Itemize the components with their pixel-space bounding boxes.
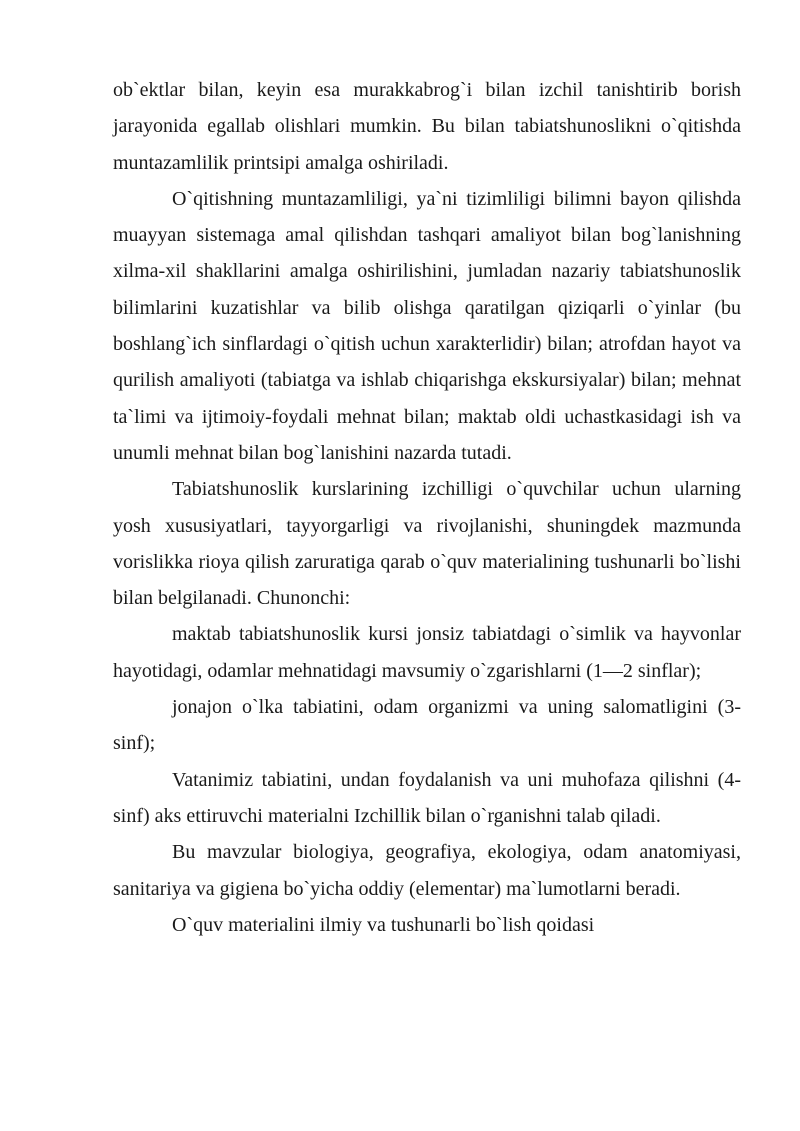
paragraph-continuation: ob`ektlar bilan, keyin esa murakkabrog`i bilan izchil tanishtirib borish jarayonida egallab olishlari mumkin. Bu bilan tabiatshunoslikni o`qitishda muntazamlilik printsipi amalga oshiriladi. [113, 79, 741, 174]
paragraph-grade-3: jonajon o`lka tabiatini, odam organizmi va uning salomatligini (3-sinf); [113, 696, 741, 755]
document-page [113, 72, 741, 943]
paragraph-grade-4: Vatanimiz tabiatini, undan foydalanish va uni muhofaza qilishni (4-sinf) aks ettiruvchi materialni Izchillik bilan o`rganishni talab qiladi. [113, 768, 741, 827]
paragraph-scientific-rule: O`quv materialini ilmiy va tushunarli bo`lish qoidasi [172, 913, 595, 936]
paragraph-systematic-teaching: O`qitishning muntazamliligi, ya`ni tizimliligi bilimni bayon qilishda muayyan sistemaga amal qilishdan tashqari amaliyot bilan bog`lanishning xilma-xil shakllarini amalga oshirilishini, jumladan nazariy tabiatshunoslik bilimlarini kuzatishlar va bilib olishga qaratilgan qiziqarli o`yinlar (bu boshlang`ich sinflardagi o`qitish uchun xarakterlidir) bilan; atrofdan hayot va qurilish amaliyoti (tabiatga va ishlab chiqarishga ekskursiyalar) bilan; mehnat ta`limi va ijtimoiy-foydali mehnat bilan; maktab oldi uchastkasidagi ish va unumli mehnat bilan bog`lanishini nazarda tutadi. [113, 187, 741, 464]
paragraph-subjects: Bu mavzular biologiya, geografiya, ekologiya, odam anatomiyasi, sanitariya va gigiena bo`yicha oddiy (elementar) ma`lumotlarni beradi. [113, 841, 741, 900]
paragraph-grades-1-2: maktab tabiatshunoslik kursi jonsiz tabiatdagi o`simlik va hayvonlar hayotidagi, odamlar mehnatidagi mavsumiy o`zgarishlarni (1—2 sinflar); [113, 623, 741, 682]
paragraph-course-sequence: Tabiatshunoslik kurslarining izchilligi o`quvchilar uchun ularning yosh xususiyatlari, tayyorgarligi va rivojlanishi, shuningdek mazmunda vorislikka rioya qilish zaruratiga qarab o`quv materialining tushunarli bo`lishi bilan belgilanadi. Chunonchi: [113, 478, 741, 610]
